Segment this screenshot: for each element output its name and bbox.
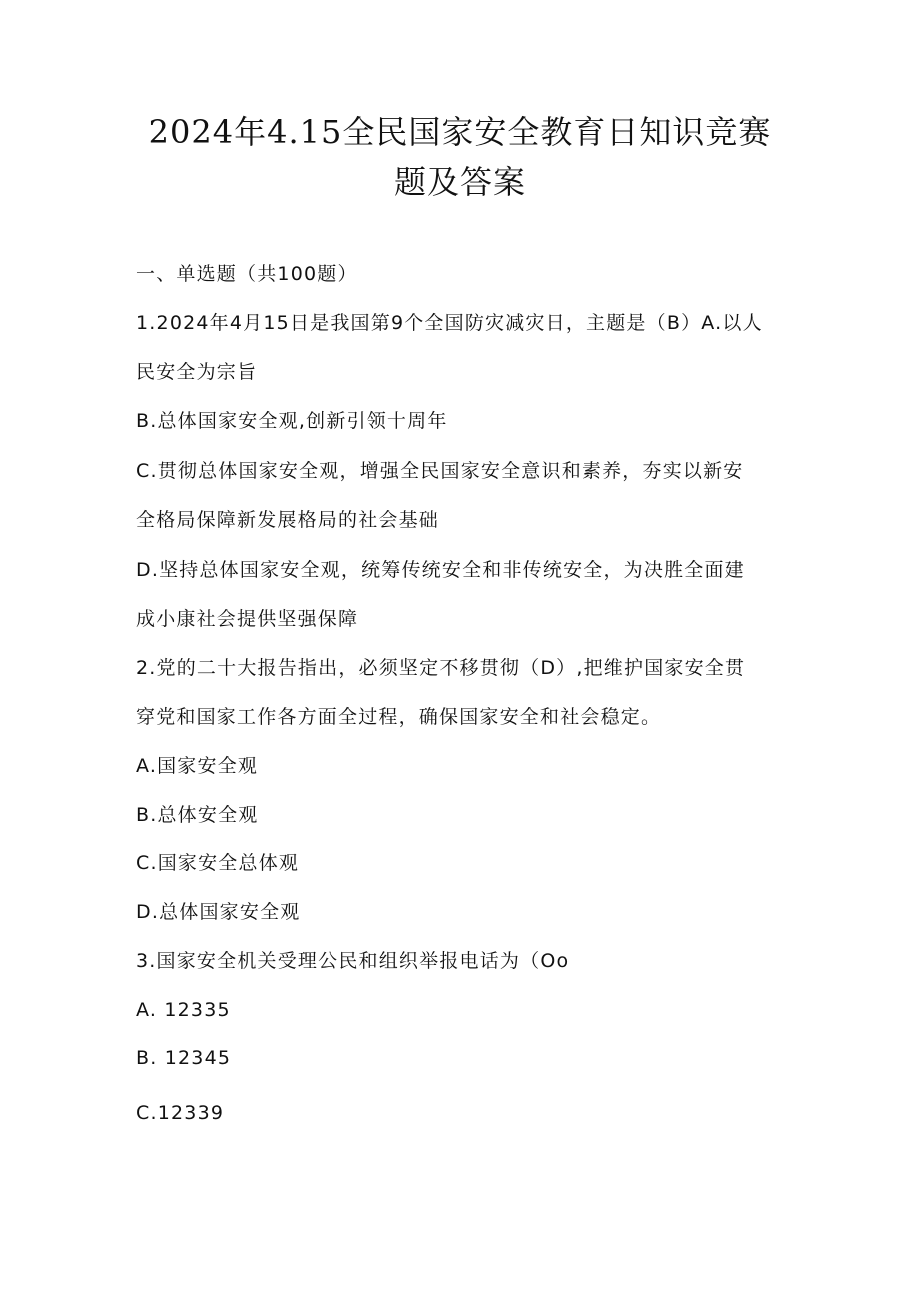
- document-title-line-1: 2024年4.15全民国家安全教育日知识竞赛: [148, 113, 772, 151]
- question-1-line-2: 民安全为宗旨: [136, 361, 258, 383]
- question-2-option-d: D.总体国家安全观: [136, 901, 301, 923]
- question-3-option-a: A. 12335: [136, 999, 231, 1021]
- question-3-option-b: B. 12345: [136, 1047, 232, 1069]
- question-3-option-c: C.12339: [136, 1102, 225, 1124]
- question-1-option-c-line-1: C.贯彻总体国家安全观，增强全民国家安全意识和素养，夯实以新安: [136, 460, 744, 482]
- question-1-option-d-line-1: D.坚持总体国家安全观，统筹传统安全和非传统安全，为决胜全面建: [136, 559, 745, 581]
- question-2-line-2: 穿党和国家工作各方面全过程，确保国家安全和社会稳定。: [136, 706, 662, 728]
- question-2-option-c: C.国家安全总体观: [136, 852, 300, 874]
- question-2-option-a: A.国家安全观: [136, 755, 259, 777]
- question-1-option-d-line-2: 成小康社会提供坚强保障: [136, 608, 359, 630]
- question-2-line-1: 2.党的二十大报告指出，必须坚定不移贯彻（D）,把维护国家安全贯: [136, 657, 746, 679]
- document-title-line-2: 题及答案: [393, 163, 526, 201]
- question-3-line-1: 3.国家安全机关受理公民和组织举报电话为（Oo: [136, 950, 570, 972]
- question-1-line-1: 1.2024年4月15日是我国第9个全国防灾减灾日，主题是（B）A.以人: [136, 312, 763, 334]
- question-1-option-b: B.总体国家安全观,创新引领十周年: [136, 410, 448, 432]
- question-1-option-c-line-2: 全格局保障新发展格局的社会基础: [136, 509, 440, 531]
- question-2-option-b: B.总体安全观: [136, 804, 259, 826]
- section-heading: 一、单选题（共100题）: [136, 263, 358, 285]
